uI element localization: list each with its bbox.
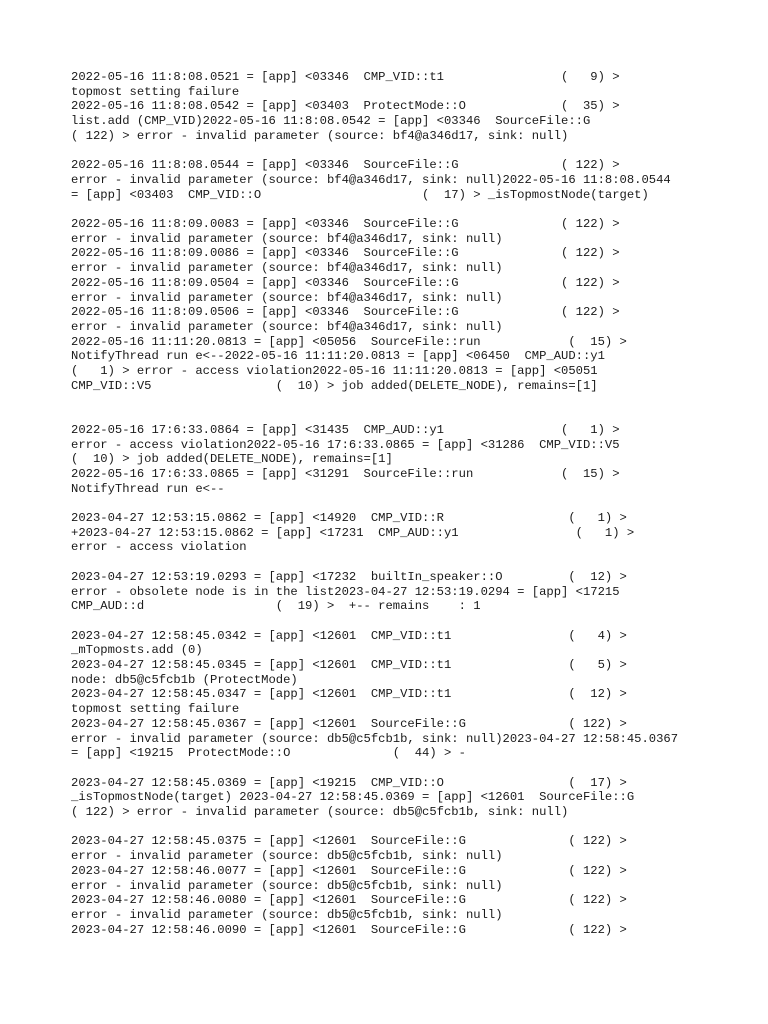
log-line: 2022-05-16 11:8:09.0083 = [app] <03346 SourceFile::G ( 122) > [71,217,620,231]
log-block [71,834,751,937]
log-line: error - invalid parameter (source: bf4@a346d17, sink: null) [71,231,503,246]
log-line: _isTopmostNode(target) 2023-04-27 12:58:45.0369 = [app] <12601 SourceFile::G [71,790,635,805]
log-line: error - access violation2022-05-16 17:6:33.0865 = [app] <31286 CMP_VID::V5 [71,437,620,452]
log-line: = [app] <03403 CMP_VID::O ( 17) > _isTopmostNode(target) [71,187,649,202]
log-line: 2022-05-16 11:8:08.0542 = [app] <03403 ProtectMode::O ( 35) > [71,99,620,114]
log-block [71,70,751,144]
log-line: NotifyThread run e<-- [71,481,225,496]
log-line: CMP_AUD::d ( 19) > +-- remains : 1 [71,599,481,614]
log-line: ( 122) > error - invalid parameter (source: db5@c5fcb1b, sink: null) [71,805,569,820]
log-line: list.add (CMP_VID)2022-05-16 11:8:08.0542 = [app] <03346 SourceFile::G [71,114,591,129]
log-line: error - invalid parameter (source: bf4@a346d17, sink: null) [71,319,503,334]
log-line: 2022-05-16 11:8:09.0504 = [app] <03346 SourceFile::G ( 122) > [71,275,620,290]
log-block [71,511,751,555]
log-block [71,776,751,820]
log-line: 2023-04-27 12:58:45.0367 = [app] <12601 SourceFile::G ( 122) > [71,716,627,731]
log-block [71,629,751,761]
log-line: 2023-04-27 12:58:45.0369 = [app] <19215 CMP_VID::O ( 17) > [71,775,627,790]
log-line: 2023-04-27 12:58:46.0080 = [app] <12601 SourceFile::G ( 122) > [71,893,627,908]
log-line: 2023-04-27 12:53:15.0862 = [app] <14920 CMP_VID::R ( 1) > [71,511,627,526]
log-line: 2022-05-16 17:6:33.0864 = [app] <31435 CMP_AUD::y1 ( 1) > [71,422,620,437]
paragraph-gap [71,202,751,217]
log-line: 2022-05-16 11:11:20.0813 = [app] <05056 SourceFile::run ( 15) > [71,334,627,349]
paragraph-gap [71,820,751,835]
log-line: 2022-05-16 11:8:08.0521 = [app] <03346 CMP_VID::t1 ( 9) > [71,70,620,84]
paragraph-gap [71,555,751,570]
log-line: error - obsolete node is in the list2023-04-27 12:53:19.0294 = [app] <17215 [71,584,620,599]
log-line: 2022-05-16 11:8:08.0544 = [app] <03346 SourceFile::G ( 122) > [71,158,620,173]
log-line: +2023-04-27 12:53:15.0862 = [app] <17231 CMP_AUD::y1 ( 1) > [71,525,635,540]
log-document [71,70,751,937]
log-line: 2023-04-27 12:58:45.0345 = [app] <12601 CMP_VID::t1 ( 5) > [71,658,627,673]
paragraph-gap [71,144,751,159]
log-block [71,423,751,497]
log-line: = [app] <19215 ProtectMode::O ( 44) > - [71,746,466,761]
paragraph-gap [71,614,751,629]
log-line: topmost setting failure [71,702,240,717]
log-line: 2023-04-27 12:58:45.0347 = [app] <12601 CMP_VID::t1 ( 12) > [71,687,627,702]
paragraph-gap [71,393,751,422]
log-line: CMP_VID::V5 ( 10) > job added(DELETE_NODE), remains=[1] [71,378,598,393]
log-line: 2022-05-16 11:8:09.0086 = [app] <03346 SourceFile::G ( 122) > [71,246,620,261]
log-line: 2023-04-27 12:58:45.0342 = [app] <12601 CMP_VID::t1 ( 4) > [71,628,627,643]
log-line: error - invalid parameter (source: db5@c5fcb1b, sink: null) [71,849,503,864]
log-block [71,158,751,202]
log-line: node: db5@c5fcb1b (ProtectMode) [71,672,298,687]
paragraph-gap [71,496,751,511]
log-line: 2023-04-27 12:58:46.0077 = [app] <12601 SourceFile::G ( 122) > [71,863,627,878]
log-line: error - access violation [71,540,247,555]
log-line: error - invalid parameter (source: db5@c5fcb1b, sink: null)2023-04-27 12:58:45.0367 [71,731,679,746]
log-line: 2022-05-16 11:8:09.0506 = [app] <03346 SourceFile::G ( 122) > [71,305,620,320]
log-block [71,217,751,393]
log-line: NotifyThread run e<--2022-05-16 11:11:20.0813 = [app] <06450 CMP_AUD::y1 [71,349,605,364]
log-line: error - invalid parameter (source: bf4@a346d17, sink: null)2022-05-16 11:8:08.0544 [71,172,671,187]
log-line: ( 10) > job added(DELETE_NODE), remains=[1] [71,452,393,467]
log-line: error - invalid parameter (source: bf4@a346d17, sink: null) [71,261,503,276]
log-line: _mTopmosts.add (0) [71,643,203,658]
log-line: topmost setting failure [71,84,240,99]
log-line: ( 1) > error - access violation2022-05-16 11:11:20.0813 = [app] <05051 [71,364,598,379]
log-line: 2023-04-27 12:58:45.0375 = [app] <12601 SourceFile::G ( 122) > [71,834,627,849]
log-line: 2023-04-27 12:58:46.0090 = [app] <12601 SourceFile::G ( 122) > [71,922,627,937]
log-line: error - invalid parameter (source: db5@c5fcb1b, sink: null) [71,878,503,893]
log-line: error - invalid parameter (source: db5@c5fcb1b, sink: null) [71,907,503,922]
paragraph-gap [71,761,751,776]
log-block [71,570,751,614]
log-line: error - invalid parameter (source: bf4@a346d17, sink: null) [71,290,503,305]
log-line: ( 122) > error - invalid parameter (source: bf4@a346d17, sink: null) [71,128,569,143]
log-line: 2022-05-16 17:6:33.0865 = [app] <31291 SourceFile::run ( 15) > [71,466,620,481]
log-line: 2023-04-27 12:53:19.0293 = [app] <17232 builtIn_speaker::O ( 12) > [71,569,627,584]
